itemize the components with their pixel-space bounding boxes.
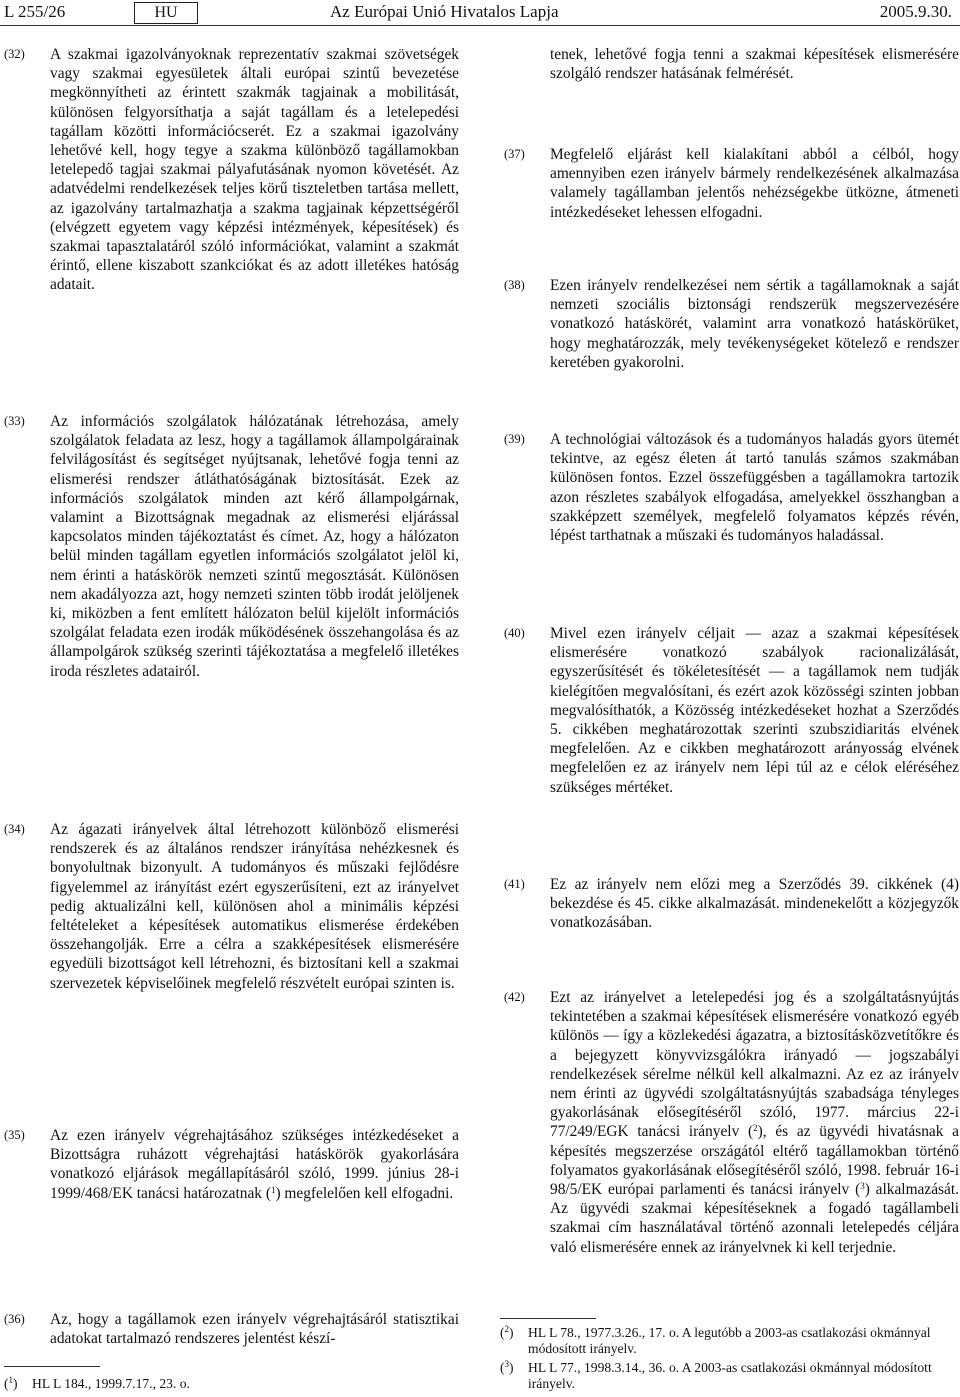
recital-39 [504, 430, 959, 545]
language-box: HU [134, 2, 198, 24]
recital-33 [4, 412, 459, 681]
footnote-number: ($^2$) [500, 1324, 514, 1340]
recital-number: (36) [4, 1312, 25, 1326]
recital-number: (42) [504, 990, 525, 1004]
recital-text: Az információs szolgálatok hálózatának létrehozása, amely szolgálatok feladata az lesz, hogy a tagállamok állampolgárainak felvilágosítást és segítséget nyújtsanak, lehetővé fogja tenni az elismerési rendszer átláthatóságának biztosítását. Ezek az információs szolgálatok minden azt kérő állampolgárnak, valamint a Bizottságnak megadnak az elismerési eljárással kapcsolatos minden tájékoztatást és címet. Az, hogy a hálózaton belül minden tagállam egyetlen információs szolgálatot jelöl ki, nem érinti a hatáskörök nemzeti szintű megosztását. Különösen nem akadályozza azt, hogy nemzeti szinten több irodát jelöljenek ki, miközben a fent említett hálózaton belül kijelölt információs szolgálat feladata ezen irodák működésének összehangolása és az állampolgárok szükség szerinti tájékoztatása a megfelelő illetékes iroda részletes adatairól. [50, 413, 459, 680]
recital-text: tenek, lehetővé fogja tenni a szakmai képesítések elismerésére szolgáló rendszer hatásának felmérését. [550, 46, 959, 83]
recital-number: (33) [4, 414, 25, 428]
recital-text: Az ágazati irányelvek által létrehozott különböző elismerési rendszerek és az általános rendszer irányítása nehézkesnek és bonyolultnak bizonyult. A tudományos és műszaki fejlődésre figyelemmel az irányítást ezért egyszerűsíteni, ezt az irányelvet pedig aktualizálni kell, különösen ahol a minimális képzési feltételeket a képesítések automatikus elismerése érdekében összehangolják. Erre a célra a szakképesítések elismerésére egyedüli bizottságot kell létrehozni, és biztosítani kell a szakmai szervezetek képviselőinek megfelelő részvételt európai szinten is. [50, 821, 459, 992]
header-rule [0, 25, 960, 26]
footnote-ref-1[interactable]: 1 [270, 1184, 276, 1195]
recital-text: Ezt az irányelvet a letelepedési jog és a szolgáltatásnyújtás tekintetében a szakmai képesítések elismerésére vonatkozó egyéb különös — így a közlekedési ágazatra, a biztosításközvetítőkre és a bejegyzett könyvvizsgálókra irányadó — jogszabályi rendelkezések sérelme nélkül kell alkalmazni. Az ez az irányelv nem érinti az ügyvédi szolgáltatásnyújtás szabadsága tényleges gyakorlásának elősegítéséről szóló, 1977. március 22-i 77/249/EGK tanácsi irányelv ($^2$), és az ügyvédi hivatásnak a képesítés megszerzése országától eltérő tagállamokban történő folyamatos gyakorlásának elősegítéséről szóló, 1998. február 16-i 98/5/EK európai parlamenti és tanácsi irányelv ($^3$) alkalmazását. Az ügyvédi szakmai képesítéseknek a fogadó tagállambeli szakmai cím használatával történő azonnali letelepedés céljára való elismerésére ennek az irányelvnek ki kell terjednie. [550, 989, 959, 1256]
recital-text: A szakmai igazolványoknak reprezentatív szakmai szövetségek vagy szakmai egyesületek általi európai szintű bevezetése megkönnyítheti az érintett szakmák tagjainak a mobilitását, különösen felgyorsíthatja a saját tagállam és a letelepedési tagállam közötti információcserét. Ez a szakmai igazolvány lehetővé kell, hogy tegye a szakma különböző tagállamokban letelepedő tagjai szakmai pályafutásának nyomon követését. Az adatvédelmi rendelkezések teljes körű tiszteletben tartása mellett, az igazolvány tartalmazhatja a szakma tagjainak képzettségéről (elvégzett egyetem vagy képzési intézmények, képesítések) és szakmai tapasztalatáról szóló információkat, valamint a szakmát érintő, ellene kiszabott szankciókat és az adott illetékes hatóság adatait. [50, 46, 459, 294]
footnote-text: HL L 78., 1977.3.26., 17. o. A legutóbb a 2003-as csatlakozási okmánnyal módosított irányelv. [528, 1325, 931, 1356]
footnote-number: ($^1$) [4, 1375, 18, 1391]
recital-number: (37) [504, 147, 525, 161]
recital-42 [504, 988, 959, 1257]
recital-number: (35) [4, 1128, 25, 1142]
recital-32 [4, 45, 459, 295]
recital-34 [4, 820, 459, 993]
recital-35 [4, 1126, 459, 1203]
footnote-3 [500, 1360, 950, 1392]
footnote-rule [4, 1366, 100, 1367]
recital-text: A technológiai változások és a tudományos haladás gyors ütemét tekintve, az egész életen át tartó tanulás számos szakmában különösen fontos. Ezzel összefüggésben a tagállamokra tartozik azon részletes szabályok elfogadása, amelyekkel összhangban a szakképzett személyek, megfelelő folyamatos képzés révén, lépést tarthatnak a műszaki és tudományos haladással. [550, 431, 959, 545]
recital-36 [4, 1310, 459, 1348]
recital-number: (32) [4, 47, 25, 61]
footnote-1 [4, 1376, 454, 1392]
footnote-2 [500, 1325, 950, 1357]
recital-40 [504, 624, 959, 797]
recital-number: (41) [504, 877, 525, 891]
footnote-rule [500, 1318, 596, 1319]
recital-number: (34) [4, 822, 25, 836]
journal-title: Az Európai Unió Hivatalos Lapja [330, 2, 559, 21]
recital-text: Az ezen irányelv végrehajtásához szükséges intézkedéseket a Bizottságra ruházott végrehajtási hatáskörök gyakorlására vonatkozó eljárások megállapításáról szóló, 1999. június 28-i 1999/468/EK tanácsi határozatnak ($^1$) megfelelően kell elfogadni. [50, 1127, 459, 1202]
footnote-ref-3[interactable]: 3 [860, 1181, 865, 1192]
footnote-ref-2[interactable]: 2 [753, 1123, 758, 1134]
publication-date: 2005.9.30. [879, 2, 952, 21]
recital-37 [504, 145, 959, 222]
page-reference: L 255/26 [4, 2, 66, 21]
recital-text: Ez az irányelv nem előzi meg a Szerződés 39. cikkének (4) bekezdése és 45. cikke alkalmazását. mindenekelőtt a közjegyzők vonatkozásában. [550, 876, 959, 932]
footnote-text: HL L 77., 1998.3.14., 36. o. A 2003-as csatlakozási okmánnyal módosított irányelv. [528, 1360, 932, 1391]
recital-number: (38) [504, 278, 525, 292]
recital-number: (39) [504, 432, 525, 446]
recital-38 [504, 276, 959, 372]
recital-text: Ezen irányelv rendelkezései nem sértik a tagállamoknak a saját nemzeti szociális biztonsági rendszerük megszervezésére vonatkozó hatáskörét, valamint arra vonatkozó hatáskörüket, hogy meghatározzák, mely tevékenységeket kötelező e rendszer keretében gyakorolni. [550, 277, 959, 371]
recital-text: Mivel ezen irányelv céljait — azaz a szakmai képesítések elismerésére vonatkozó szabályok racionalizálását, egyszerűsítését és tökéletesítését — a tagállamok nem tudják kielégítően megvalósítani, és ezért azok közösségi szinten jobban megvalósíthatók, a Közösség intézkedéseket hozhat a Szerződés 5. cikkében meghatározottak szerinti szubszidiaritás elvének megfelelően. Az e cikkben meghatározott arányosság elvének megfelelően ez az irányelv nem lépi túl az e célok eléréséhez szükséges mértéket. [550, 625, 959, 796]
recital-41 [504, 875, 959, 933]
footnote-text: HL L 184., 1999.7.17., 23. o. [32, 1376, 190, 1391]
recital-number: (40) [504, 626, 525, 640]
recital-36-continued [504, 45, 959, 83]
recital-text: Megfelelő eljárást kell kialakítani abból a célból, hogy amennyiben ezen irányelv bármely rendelkezésének alkalmazása valamely tagállamban jelentős nehézségekbe ütközne, átmeneti intézkedéseket lehessen elfogadni. [550, 146, 959, 221]
recital-text: Az, hogy a tagállamok ezen irányelv végrehajtásáról statisztikai adatokat tartalmazó rendszeres jelentést készí- [50, 1311, 459, 1348]
footnote-number: ($^3$) [500, 1359, 514, 1375]
